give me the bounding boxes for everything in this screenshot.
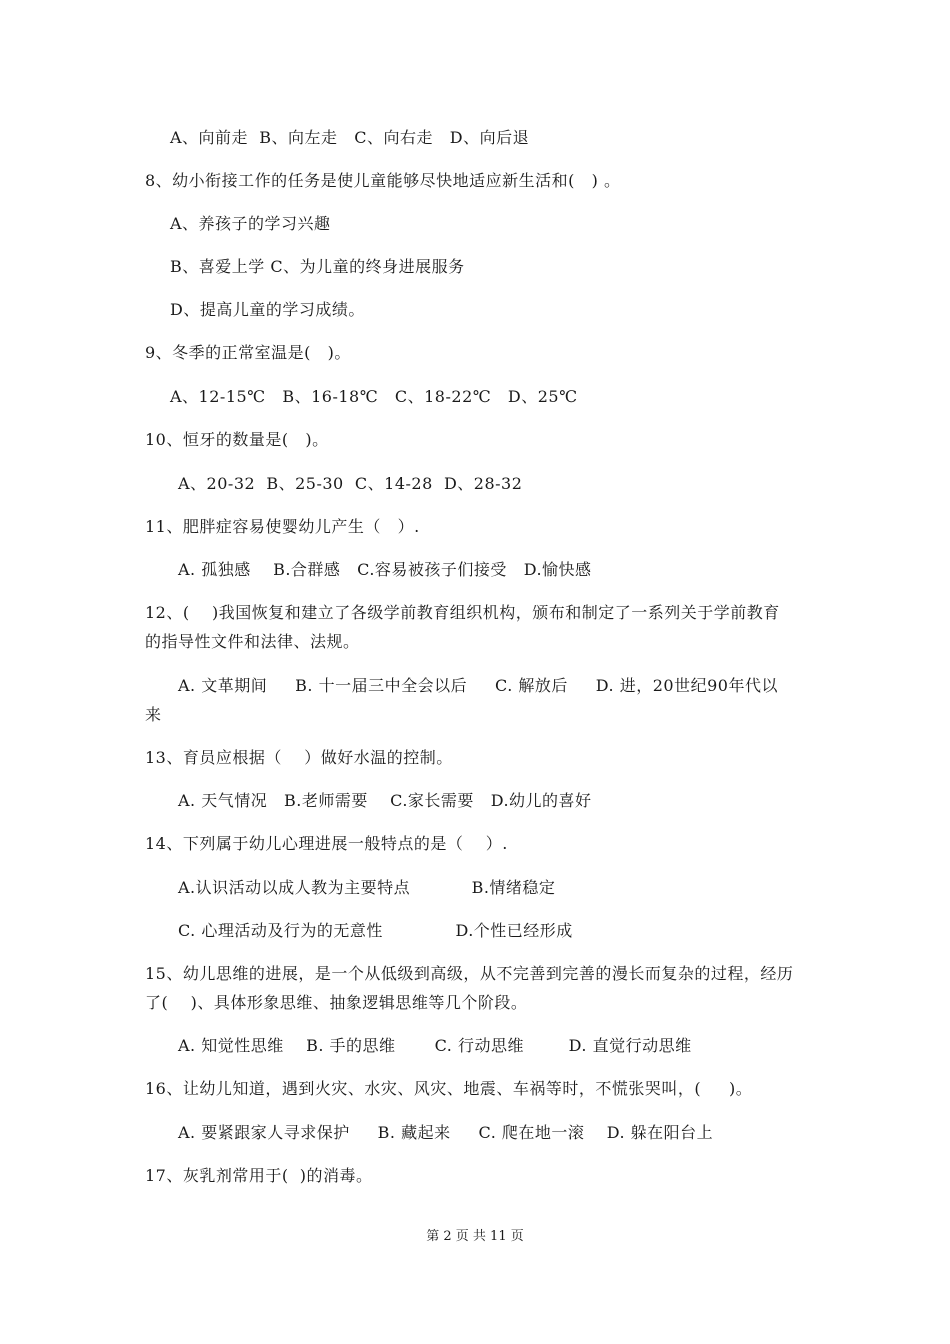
q16-options: A. 要紧跟家人寻求保护 B. 藏起来 C. 爬在地一滚 D. 躲在阳台上 xyxy=(178,1123,714,1142)
q12-question-line1: 12、( )我国恢复和建立了各级学前教育组织机构，颁布和制定了一系列关于学前教育 xyxy=(145,603,780,622)
q12-options-line1: A. 文革期间 B. 十一届三中全会以后 C. 解放后 D. 进，20世纪90年代以 xyxy=(178,676,778,695)
q14-options-cd: C. 心理活动及行为的无意性 D.个性已经形成 xyxy=(178,921,573,940)
q14-options-ab: A.认识活动以成人教为主要特点 B.情绪稳定 xyxy=(178,878,556,897)
q10-question: 10、恒牙的数量是( )。 xyxy=(145,430,329,449)
q8-option-a: A、养孩子的学习兴趣 xyxy=(170,214,331,233)
q17-question: 17、灰乳剂常用于( )的消毒。 xyxy=(145,1166,373,1185)
q8-question: 8、幼小衔接工作的任务是使儿童能够尽快地适应新生活和( ) 。 xyxy=(145,171,621,190)
q8-option-bc: B、喜爱上学 C、为儿童的终身进展服务 xyxy=(170,257,465,276)
q7-options: A、向前走 B、向左走 C、向右走 D、向后退 xyxy=(170,128,530,147)
q10-options: A、20-32 B、25-30 C、14-28 D、28-32 xyxy=(178,474,523,493)
q8-option-d: D、提高儿童的学习成绩。 xyxy=(170,300,365,319)
q9-question: 9、冬季的正常室温是( )。 xyxy=(145,343,351,362)
q14-question: 14、下列属于幼儿心理进展一般特点的是（ ）. xyxy=(145,834,508,853)
q15-options: A. 知觉性思维 B. 手的思维 C. 行动思维 D. 直觉行动思维 xyxy=(178,1036,692,1055)
q15-question-line1: 15、幼儿思维的进展，是一个从低级到高级，从不完善到完善的漫长而复杂的过程，经历 xyxy=(145,964,794,983)
q12-question-line2: 的指导性文件和法律、法规。 xyxy=(145,632,360,651)
q16-question: 16、让幼儿知道，遇到火灾、水灾、风灾、地震、车祸等时，不慌张哭叫，( )。 xyxy=(145,1079,753,1098)
q15-question-line2: 了( )、具体形象思维、抽象逻辑思维等几个阶段。 xyxy=(145,993,528,1012)
q13-question: 13、育员应根据（ ）做好水温的控制。 xyxy=(145,748,453,767)
q9-options: A、12-15℃ B、16-18℃ C、18-22℃ D、25℃ xyxy=(170,387,578,406)
page-footer: 第 2 页 共 11 页 xyxy=(426,1229,524,1244)
q11-question: 11、肥胖症容易使婴幼儿产生（ ）. xyxy=(145,517,420,536)
q11-options: A. 孤独感 B.合群感 C.容易被孩子们接受 D.愉快感 xyxy=(178,560,592,579)
q13-options: A. 天气情况 B.老师需要 C.家长需要 D.幼儿的喜好 xyxy=(178,791,592,810)
q12-options-line2: 来 xyxy=(145,705,162,724)
